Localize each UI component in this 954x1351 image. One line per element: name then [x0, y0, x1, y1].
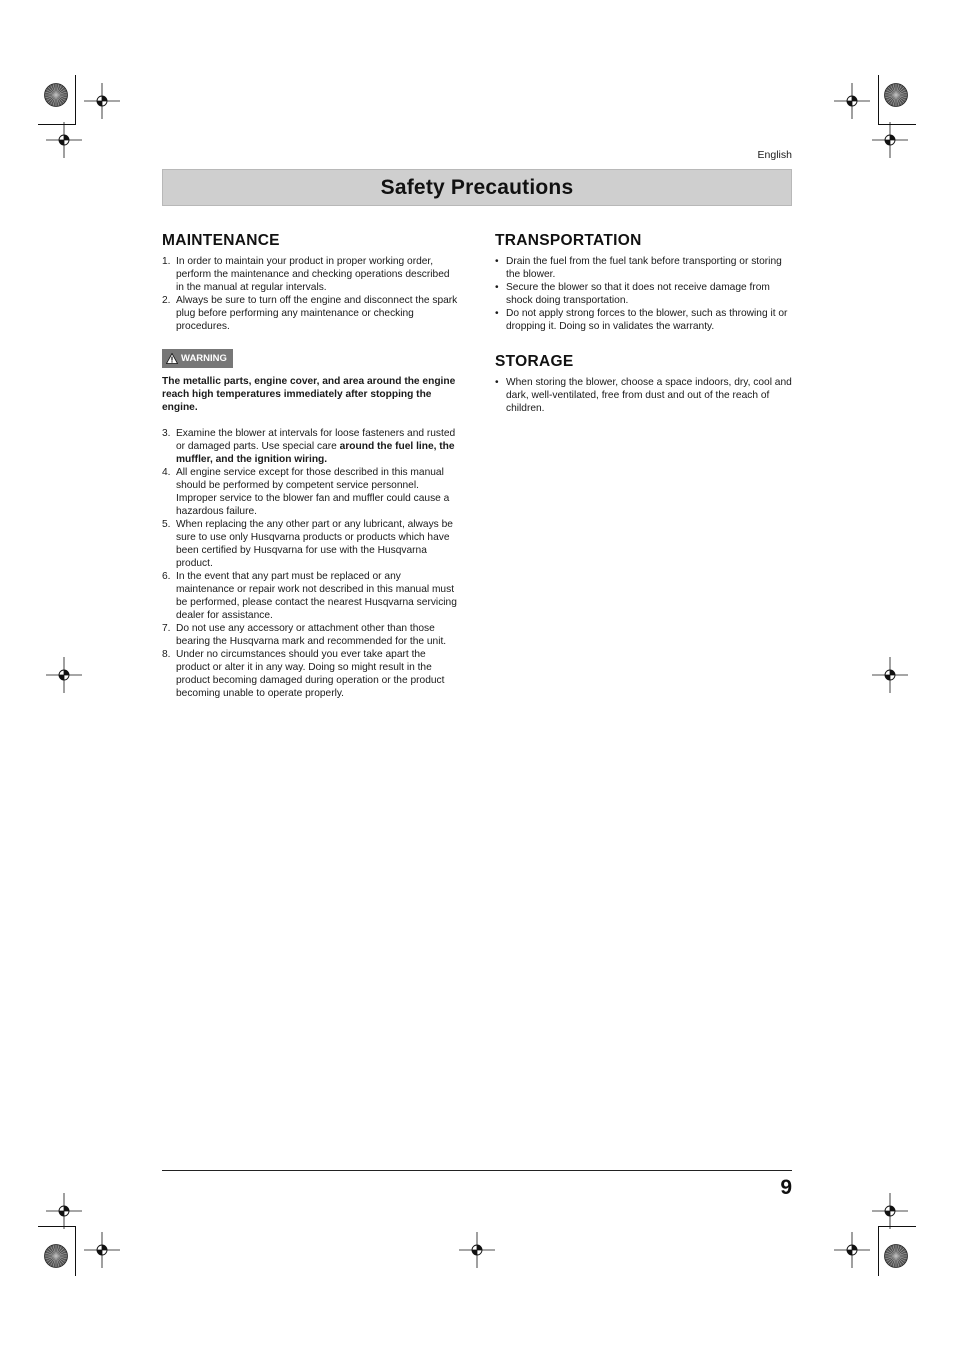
color-bar-mark-icon [43, 82, 69, 108]
item-text: All engine service except for those described in this manual should be performed by competent service personnel. Improper service to the blower fan and muffler could cause a hazardous failure. [176, 467, 450, 517]
crosshair-mark-icon [46, 122, 82, 158]
trim-line [878, 124, 916, 125]
bullet: • [495, 308, 499, 319]
warning-triangle-icon [166, 353, 178, 364]
item-text: Drain the fuel from the fuel tank before transporting or storing the blower. [506, 256, 782, 280]
transportation-list [495, 255, 792, 333]
page-number: 9 [780, 1176, 792, 1199]
color-bar-mark-icon [883, 1243, 909, 1269]
language-label: English [757, 149, 792, 161]
warning-badge [162, 349, 233, 368]
list-item [162, 570, 458, 622]
item-number: 7. [162, 623, 171, 634]
list-item [162, 255, 458, 294]
item-number: 3. [162, 428, 171, 439]
maintenance-heading: MAINTENANCE [162, 232, 280, 249]
warning-text: The metallic parts, engine cover, and area around the engine reach high temperatures immediately after stopping the engine. [162, 376, 456, 413]
item-text: Do not use any accessory or attachment other than those bearing the Husqvarna mark and recommended for the unit. [176, 623, 447, 647]
item-text: When replacing the any other part or any lubricant, always be sure to use only Husqvarna products or products which have been certified by Husqvarna for use with the Husqvarna product. [176, 519, 453, 569]
crosshair-mark-icon [46, 1193, 82, 1229]
trim-line [75, 75, 76, 124]
maintenance-list-b [162, 427, 458, 700]
crosshair-mark-icon [872, 122, 908, 158]
crosshair-mark-icon [872, 657, 908, 693]
item-text: When storing the blower, choose a space indoors, dry, cool and dark, well-ventilated, free from dust and out of the reach of children. [506, 377, 792, 414]
crosshair-mark-icon [459, 1232, 495, 1268]
crosshair-mark-icon [84, 83, 120, 119]
right-column [495, 232, 792, 415]
item-text: Under no circumstances should you ever take apart the product or alter it in any way. Doing so might result in the product becoming damaged during operation or the product becoming unable to operate properly. [176, 649, 445, 699]
crosshair-mark-icon [46, 657, 82, 693]
item-text-bold: around the fuel line, the muffler, and the ignition wiring. [176, 441, 455, 465]
list-item [495, 281, 792, 307]
item-number: 8. [162, 649, 171, 660]
storage-heading: STORAGE [495, 353, 574, 370]
crosshair-mark-icon [834, 83, 870, 119]
storage-section [495, 353, 792, 415]
transportation-heading: TRANSPORTATION [495, 232, 642, 249]
item-text: In order to maintain your product in proper working order, perform the maintenance and checking operations described in the manual at regular intervals. [176, 256, 450, 293]
page-title: Safety Precautions [380, 175, 574, 199]
color-bar-mark-icon [883, 82, 909, 108]
trim-line [38, 1226, 76, 1227]
trim-line [878, 1226, 879, 1276]
footer-rule [162, 1170, 792, 1171]
item-text: Examine the blower at intervals for loose fasteners and rusted or damaged parts. Use special care [176, 428, 456, 452]
item-number: 4. [162, 467, 171, 478]
maintenance-section [162, 232, 458, 700]
crosshair-mark-icon [84, 1232, 120, 1268]
trim-line [878, 1226, 916, 1227]
bullet: • [495, 377, 499, 388]
warning-label: WARNING [181, 353, 227, 364]
list-item [162, 466, 458, 518]
crosshair-mark-icon [834, 1232, 870, 1268]
list-item [162, 622, 458, 648]
list-item [495, 307, 792, 333]
item-number: 2. [162, 295, 171, 306]
page-title-bar [162, 169, 792, 206]
list-item [162, 294, 458, 333]
item-text: Secure the blower so that it does not receive damage from shock doing transportation. [506, 282, 770, 306]
list-item [162, 427, 458, 466]
item-text: In the event that any part must be replaced or any maintenance or repair work not described in this manual must be performed, please contact the nearest Husqvarna servicing dealer for assistance. [176, 571, 457, 621]
bullet: • [495, 282, 499, 293]
list-item [162, 648, 458, 700]
list-item [495, 255, 792, 281]
item-text: Always be sure to turn off the engine and disconnect the spark plug before performing any maintenance or checking procedures. [176, 295, 458, 332]
trim-line [38, 124, 76, 125]
item-text: Do not apply strong forces to the blower, such as throwing it or dropping it. Doing so in validates the warranty. [506, 308, 788, 332]
color-bar-mark-icon [43, 1243, 69, 1269]
item-number: 6. [162, 571, 171, 582]
maintenance-list-a [162, 255, 458, 333]
crosshair-mark-icon [872, 1193, 908, 1229]
item-number: 1. [162, 256, 171, 267]
bullet: • [495, 256, 499, 267]
list-item [162, 518, 458, 570]
transportation-section [495, 232, 792, 333]
item-number: 5. [162, 519, 171, 530]
storage-list [495, 376, 792, 415]
trim-line [878, 75, 879, 124]
list-item [495, 376, 792, 415]
trim-line [75, 1226, 76, 1276]
